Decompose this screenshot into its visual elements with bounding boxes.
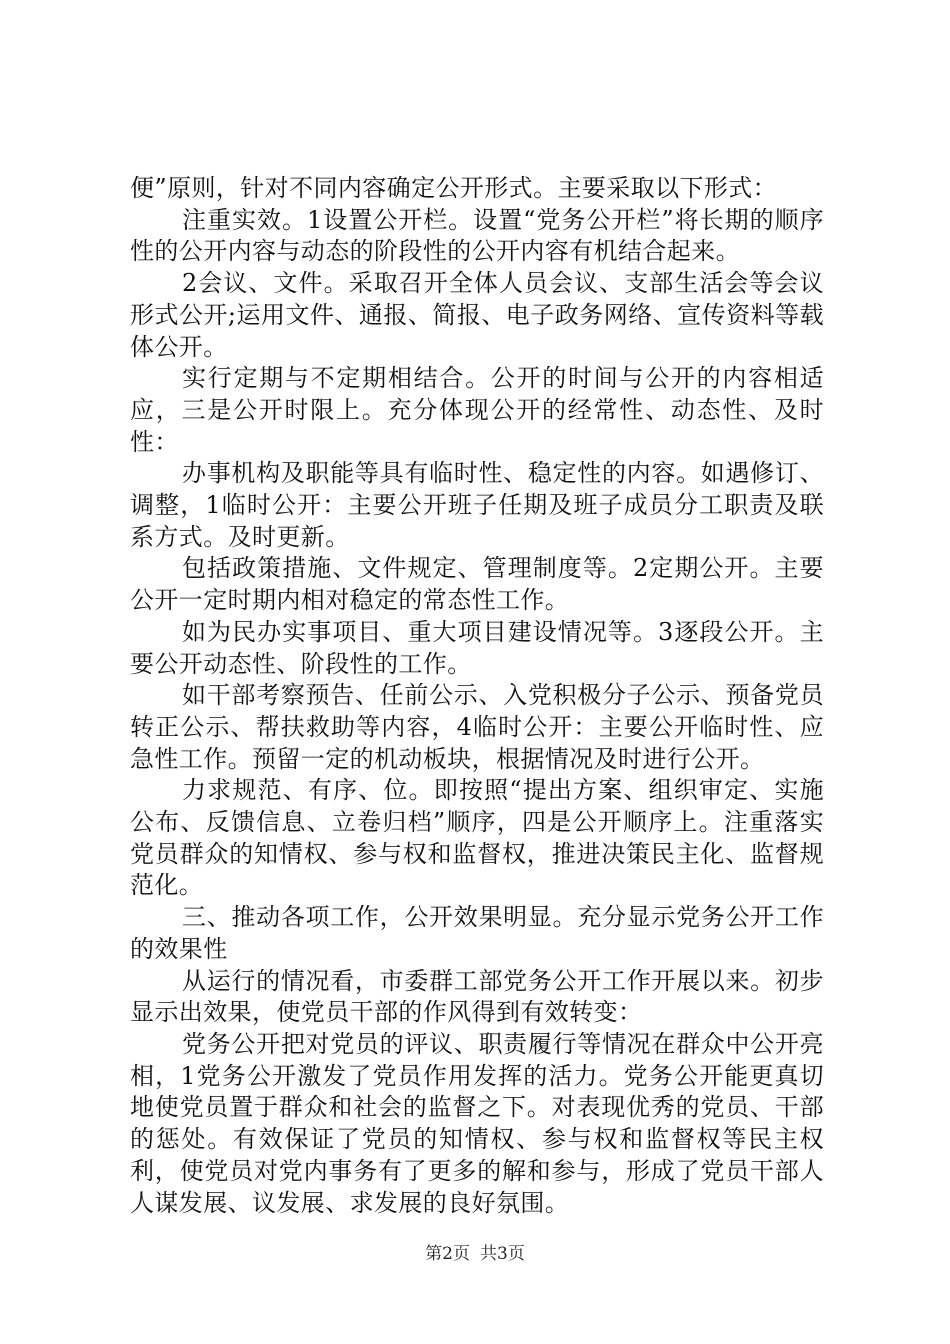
- paragraph: 注重实效。1设置公开栏。设置“党务公开栏”将长期的顺序性的公开内容与动态的阶段性的公开内容有机结合起来。: [130, 205, 824, 266]
- paragraph: 如为民办实事项目、重大项目建设情况等。3逐段公开。主要公开动态性、阶段性的工作。: [130, 617, 824, 678]
- paragraph: 如干部考察预告、任前公示、入党积极分子公示、预备党员转正公示、帮扶救助等内容，4临时公开：主要公开临时性、应急性工作。预留一定的机动板块，根据情况及时进行公开。: [130, 681, 824, 773]
- page-footer: [0, 1243, 950, 1265]
- paragraph: 党务公开把对党员的评议、职责履行等情况在群众中公开亮相，1党务公开激发了党员作用发挥的活力。党务公开能更真切地使党员置于群众和社会的监督之下。对表现优秀的党员、干部的惩处。有效保证了党员的知情权、参与权和监督权等民主权利，使党员对党内事务有了更多的解和参与，形成了党员干部人人谋发展、议发展、求发展的良好氛围。: [130, 1029, 824, 1217]
- page-total: 共3页: [480, 1244, 525, 1264]
- page-number: 第2页: [425, 1244, 470, 1264]
- paragraph: 从运行的情况看，市委群工部党务公开工作开展以来。初步显示出效果，使党员干部的作风得到有效转变：: [130, 966, 824, 1027]
- paragraph: 便”原则，针对不同内容确定公开形式。主要采取以下形式：: [130, 174, 778, 202]
- document-body: [130, 173, 824, 1219]
- paragraph: 2会议、文件。采取召开全体人员会议、支部生活会等会议形式公开;运用文件、通报、简报、电子政务网络、宣传资料等载体公开。: [130, 269, 824, 361]
- paragraph: 包括政策措施、文件规定、管理制度等。2定期公开。主要公开一定时期内相对稳定的常态性工作。: [130, 554, 824, 615]
- paragraph: 办事机构及职能等具有临时性、稳定性的内容。如遇修订、调整，1临时公开：主要公开班子任期及班子成员分工职责及联系方式。及时更新。: [130, 459, 824, 551]
- paragraph: 实行定期与不定期相结合。公开的时间与公开的内容相适应，三是公开时限上。充分体现公开的经常性、动态性、及时性：: [130, 364, 824, 456]
- paragraph: 三、推动各项工作，公开效果明显。充分显示党务公开工作的效果性: [130, 903, 824, 963]
- paragraph: 力求规范、有序、位。即按照“提出方案、组织审定、实施公布、反馈信息、立卷归档”顺序，四是公开顺序上。注重落实党员群众的知情权、参与权和监督权，推进决策民主化、监督规范化。: [130, 776, 824, 900]
